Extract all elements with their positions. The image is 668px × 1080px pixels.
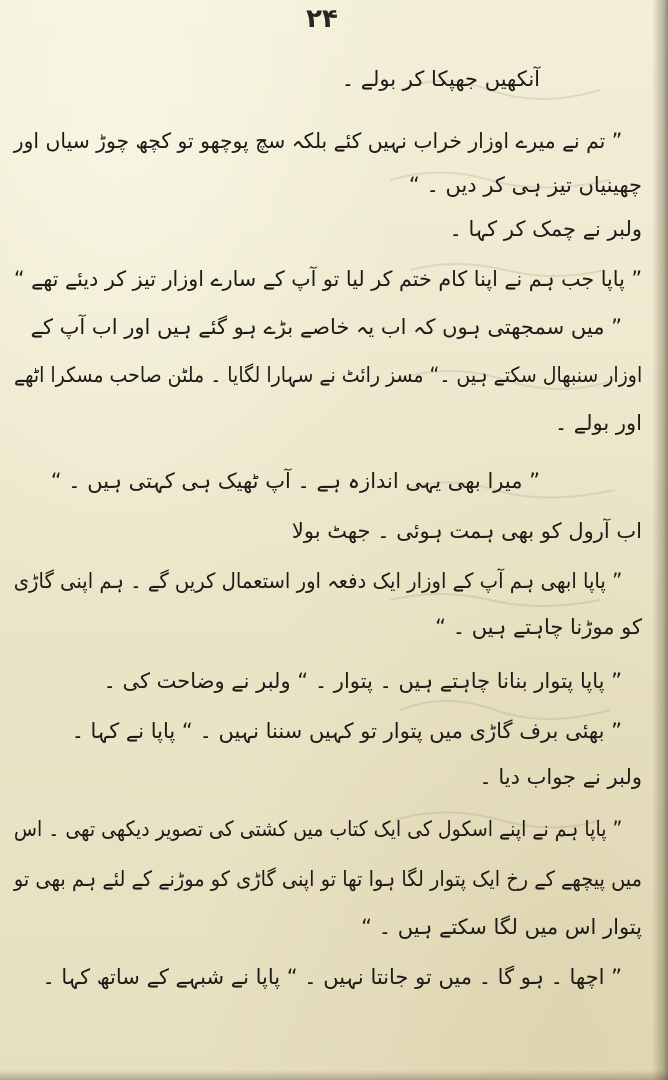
text-line: ” اچھا ۔ ہو گا ۔ میں تو جانتا نہیں ۔ “ پاپا نے شبہے کے ساتھ کہا ۔ <box>42 965 622 989</box>
page-edge-shadow <box>652 0 668 1080</box>
page-bottom-shadow <box>0 1070 668 1080</box>
page-number: ۲۴ <box>306 4 338 34</box>
text-line: ” پاپا پتوار بنانا چاہتے ہیں ۔ پتوار ۔ “ ولبر نے وضاحت کی ۔ <box>103 669 622 693</box>
text-line: اب آرول کو بھی ہمت ہوئی ۔ جھٹ بولا <box>291 519 642 543</box>
text-line: ” پاپا ابھی ہم آپ کے اوزار ایک دفعہ اور استعمال کریں گے ۔ ہم اپنی گاڑی <box>13 569 622 593</box>
text-line: ” پاپا جب ہم نے اپنا کام ختم کر لیا تو آپ کے سارے اوزار تیز کر دیئے تھے “ <box>13 267 642 291</box>
text-line: اور بولے ۔ <box>554 411 642 435</box>
text-line: آنکھیں جھپکا کر بولے ۔ <box>341 67 540 91</box>
text-line: ولبر نے چمک کر کہا ۔ <box>449 217 642 241</box>
text-line: پتوار اس میں لگا سکتے ہیں ۔ “ <box>361 915 642 939</box>
text-line: میں پیچھے کے رخ ایک پتوار لگا ہوا تھا تو اپنی گاڑی کو موڑنے کے لئے ہم بھی تو <box>13 867 642 891</box>
text-line: ” پاپا ہم نے اپنے اسکول کی ایک کتاب میں کشتی کی تصویر دیکھی تھی ۔ اس <box>13 817 622 841</box>
text-line: ولبر نے جواب دیا ۔ <box>479 765 642 789</box>
text-line: اوزار سنبھال سکتے ہیں ۔“ مسز رائٹ نے سہارا لگایا ۔ ملٹن صاحب مسکرا اٹھے <box>13 363 642 387</box>
text-line: ” میں سمجھتی ہوں کہ اب یہ خاصے بڑے ہو گئے ہیں اور اب آپ کے <box>30 315 622 339</box>
text-line: ” تم نے میرے اوزار خراب نہیں کئے بلکہ سچ پوچھو تو کچھ چوڑ سیاں اور <box>13 129 622 153</box>
text-line: چھینیاں تیز ہی کر دیں ۔ “ <box>408 173 642 197</box>
text-line: ” بھئی برف گاڑی میں پتوار تو کہیں سننا نہیں ۔ “ پاپا نے کہا ۔ <box>71 719 622 743</box>
text-line: کو موڑنا چاہتے ہیں ۔ “ <box>435 615 642 639</box>
text-line: ” میرا بھی یہی اندازہ ہے ۔ آپ ٹھیک ہی کہتی ہیں ۔ “ <box>50 469 540 493</box>
